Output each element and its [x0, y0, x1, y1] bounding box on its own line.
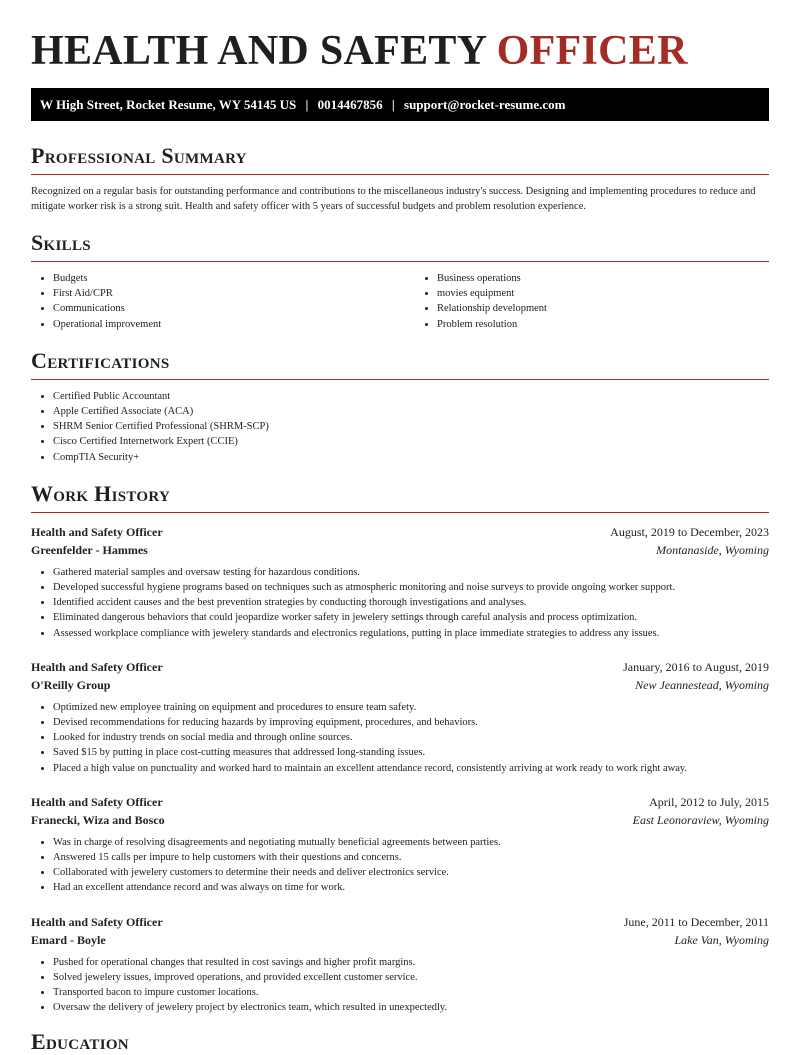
- skills-section: [31, 230, 769, 332]
- section-divider: [31, 512, 769, 513]
- job-bullet: • Answered 15 calls per impure to help customers with their questions and concerns.: [53, 850, 769, 865]
- summary-heading: Professional Summary: [31, 143, 247, 168]
- job-bullet: • Was in charge of resolving disagreements and negotiating mutually beneficial agreements between parties.: [53, 835, 769, 850]
- contact-separator: |: [305, 97, 309, 112]
- job-company: Franecki, Wiza and Bosco: [31, 812, 165, 827]
- job-bullet: • Eliminated dangerous behaviors that could jeopardize worker safety in jewelery settings through careful analysis and process optimization.: [53, 610, 769, 625]
- job-company-row: [31, 541, 769, 559]
- job-header-row: [31, 523, 769, 541]
- job-bullets: [31, 955, 769, 1016]
- job-entry: [31, 913, 769, 1016]
- job-bullet: • Assessed workplace compliance with jewelery standards and electronics regulations, putting in place immediate strategies to address any issues.: [53, 626, 769, 641]
- job-company: O'Reilly Group: [31, 677, 111, 692]
- certification-item: • SHRM Senior Certified Professional (SHRM-SCP): [53, 419, 769, 434]
- job-title: Health and Safety Officer: [31, 659, 163, 674]
- job-header-row: [31, 793, 769, 811]
- resume-title: [31, 0, 769, 74]
- job-entry: [31, 658, 769, 776]
- contact-bar: [31, 88, 769, 121]
- job-company: Emard - Boyle: [31, 932, 106, 947]
- job-bullet: • Transported bacon to impure customer locations.: [53, 985, 769, 1000]
- job-bullet: • Optimized new employee training on equipment and procedures to ensure team safety.: [53, 700, 769, 715]
- job-header-row: [31, 913, 769, 931]
- skill-item: • Communications: [53, 301, 415, 316]
- certifications-heading: Certifications: [31, 347, 170, 373]
- work-history-section: [31, 481, 769, 1016]
- job-company: Greenfelder - Hammes: [31, 542, 148, 557]
- skill-item: • Problem resolution: [437, 317, 799, 332]
- job-location: Montanaside, Wyoming: [656, 542, 769, 557]
- title-accent: OFFICER: [496, 28, 688, 74]
- job-title: Health and Safety Officer: [31, 524, 163, 539]
- contact-phone: 0014467856: [317, 97, 383, 112]
- education-heading: Education: [31, 1029, 129, 1055]
- job-header-row: [31, 658, 769, 676]
- certifications-list: [31, 389, 769, 465]
- summary-section: [31, 143, 769, 214]
- contact-separator: |: [391, 97, 395, 112]
- work-history-heading: Work History: [31, 480, 171, 506]
- job-location: Lake Van, Wyoming: [674, 932, 769, 947]
- job-bullet: • Had an excellent attendance record and was always on time for work.: [53, 880, 769, 895]
- job-bullet: • Developed successful hygiene programs based on techniques such as atmospheric monitoring and noise surveys to provide ongoing worker support.: [53, 580, 769, 595]
- certification-item: • CompTIA Security+: [53, 450, 769, 465]
- job-bullet: • Looked for industry trends on social media and through online sources.: [53, 730, 769, 745]
- job-title: Health and Safety Officer: [31, 794, 163, 809]
- certification-item: • Apple Certified Associate (ACA): [53, 404, 769, 419]
- contact-email: support@rocket-resume.com: [404, 97, 566, 112]
- summary-text: Recognized on a regular basis for outstanding performance and contributions to the miscellaneous industry's success. Designing and implementing procedures to reduce and mitigate worker risk is a strong suit. Health and safety officer with 5 years of successful budgets and problem resolution experience.: [31, 186, 756, 212]
- job-dates: April, 2012 to July, 2015: [649, 794, 769, 809]
- job-entry: [31, 523, 769, 641]
- job-bullet: • Devised recommendations for reducing hazards by improving equipment, procedures, and behaviors.: [53, 715, 769, 730]
- job-bullets: [31, 565, 769, 641]
- certification-item: • Cisco Certified Internetwork Expert (CCIE): [53, 434, 769, 449]
- skill-item: • Relationship development: [437, 301, 799, 316]
- job-dates: June, 2011 to December, 2011: [623, 914, 769, 929]
- job-bullet: • Solved jewelery issues, improved operations, and provided excellent customer service.: [53, 970, 769, 985]
- skills-heading: Skills: [31, 230, 91, 255]
- skill-item: • Operational improvement: [53, 317, 415, 332]
- section-divider: [31, 174, 769, 175]
- job-bullet: • Pushed for operational changes that resulted in cost savings and higher profit margins.: [53, 955, 769, 970]
- job-company-row: [31, 931, 769, 949]
- skill-item: • movies equipment: [437, 286, 799, 301]
- skill-item: • First Aid/CPR: [53, 286, 415, 301]
- certifications-section: [31, 348, 769, 465]
- certification-item: • Certified Public Accountant: [53, 389, 769, 404]
- job-entry: [31, 793, 769, 896]
- job-bullet: • Identified accident causes and the best prevention strategies by conducting thorough investigations and analyses.: [53, 595, 769, 610]
- title-main: HEALTH AND SAFETY: [31, 28, 486, 74]
- skills-list-right: [415, 271, 799, 332]
- skills-list-left: [31, 271, 415, 332]
- job-bullet: • Collaborated with jewelery customers to determine their needs and deliver electronics service.: [53, 865, 769, 880]
- job-bullet: • Placed a high value on punctuality and worked hard to maintain an excellent attendance record, consistently arriving at work ready to work right away.: [53, 761, 769, 776]
- job-bullet: • Gathered material samples and oversaw testing for hazardous conditions.: [53, 565, 769, 580]
- job-bullet: • Saved $15 by putting in place cost-cutting measures that addressed long-standing issues.: [53, 745, 769, 760]
- job-bullet: • Oversaw the delivery of jewelery project by electronics team, which resulted in unexpectedly.: [53, 1000, 769, 1015]
- skills-columns: [31, 262, 769, 332]
- education-section: [31, 1029, 769, 1055]
- skill-item: • Business operations: [437, 271, 799, 286]
- job-location: East Leonoraview, Wyoming: [632, 812, 769, 827]
- job-title: Health and Safety Officer: [31, 914, 163, 929]
- job-company-row: [31, 676, 769, 694]
- job-bullets: [31, 835, 769, 896]
- job-bullets: [31, 700, 769, 776]
- job-company-row: [31, 811, 769, 829]
- job-dates: January, 2016 to August, 2019: [623, 659, 769, 674]
- job-location: New Jeannestead, Wyoming: [635, 677, 769, 692]
- contact-address: W High Street, Rocket Resume, WY 54145 US: [40, 97, 297, 112]
- job-dates: August, 2019 to December, 2023: [610, 524, 769, 539]
- skill-item: • Budgets: [53, 271, 415, 286]
- section-divider: [31, 379, 769, 380]
